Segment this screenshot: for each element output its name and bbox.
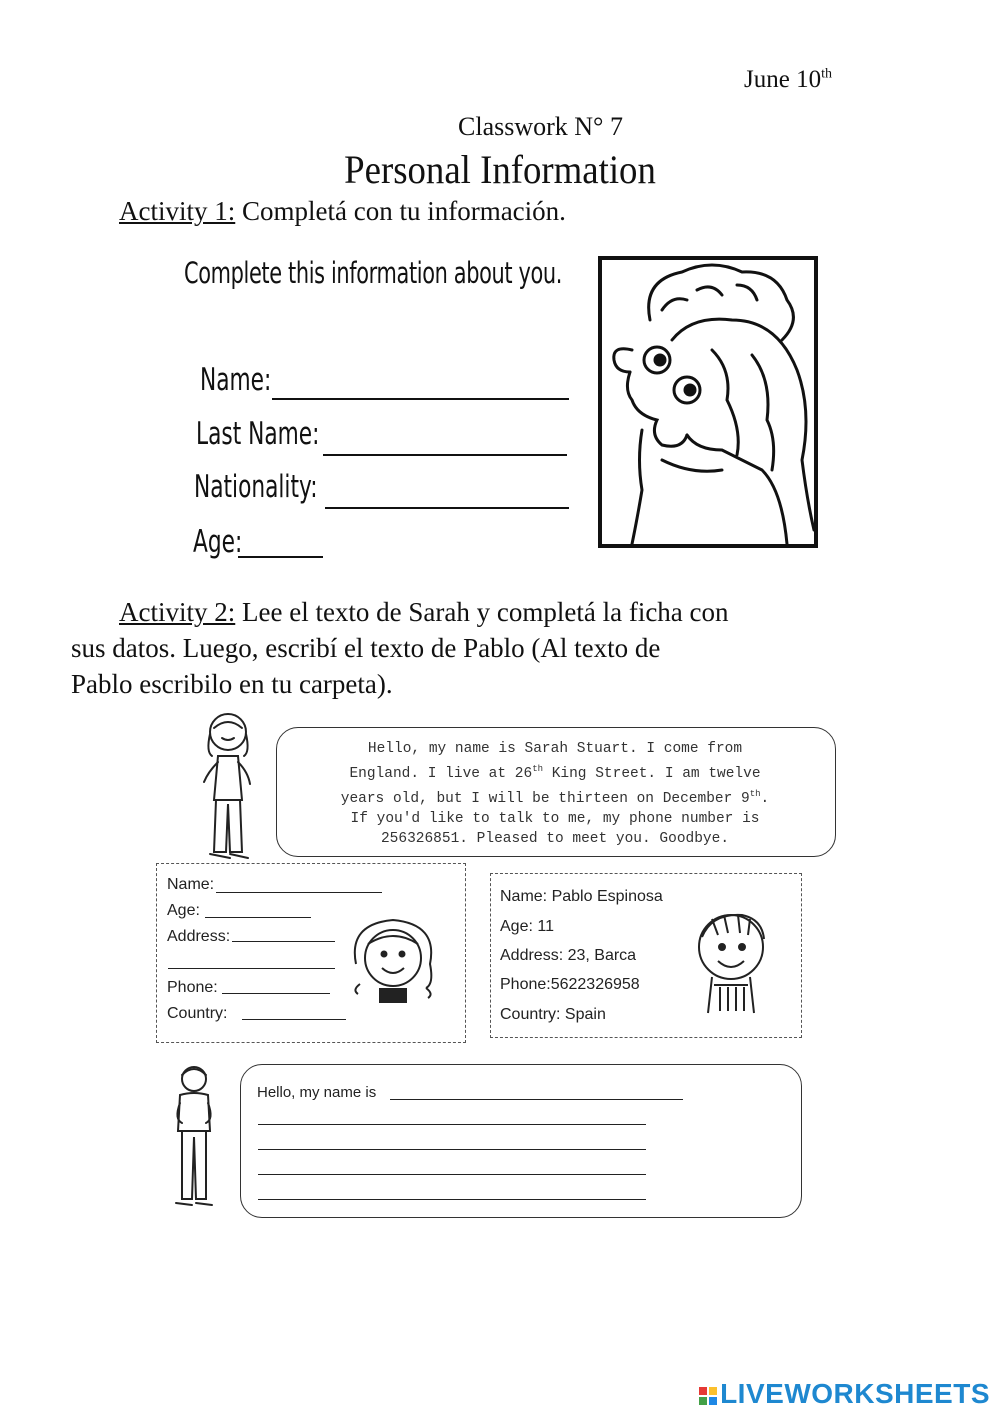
sarah-address-line[interactable] <box>232 941 335 942</box>
pablo-phone: Phone:5622326958 <box>500 976 640 993</box>
sarah-text: Hello, my name is Sarah Stuart. I come from England. I live at 26th King Street. I am twelve years old, but I will be thirteen on December 9th. If you'd like to talk to me, my phone number is 256326851. Pleased to meet you. Goodbye. <box>340 741 770 847</box>
sarah-figure <box>200 712 270 864</box>
name-input-line[interactable] <box>272 398 569 400</box>
classwork-number: Classwork N° 7 <box>458 112 623 141</box>
age-field-label: Age: <box>193 524 243 560</box>
sarah-name-label: Name: <box>167 876 215 893</box>
pablo-age: Age: 11 <box>500 918 554 935</box>
writing-line-2[interactable] <box>258 1124 646 1125</box>
last-name-field-label: Last Name: <box>196 416 320 452</box>
pablo-address: Address: 23, Barca <box>500 947 637 964</box>
activity-1-heading: Complete this information about you. <box>184 256 563 290</box>
sarah-age-line[interactable] <box>205 917 311 918</box>
writing-line-5[interactable] <box>258 1199 646 1200</box>
writing-line-4[interactable] <box>258 1174 646 1175</box>
sarah-name-line[interactable] <box>216 892 382 893</box>
portrait-illustration <box>602 260 814 544</box>
pablo-face-icon <box>682 905 780 1015</box>
sarah-address-line-2[interactable] <box>168 968 335 969</box>
sarah-phone-line[interactable] <box>222 993 330 994</box>
writing-line-3[interactable] <box>258 1149 646 1150</box>
pablo-country: Country: Spain <box>500 1006 606 1023</box>
activity-2-instruction: Activity 2: Lee el texto de Sarah y completá la ficha con sus datos. Luego, escribí el texto de Pablo (Al texto de Pablo escribilo en tu carpeta). <box>71 597 729 699</box>
page-title: Personal Information <box>344 147 656 192</box>
portrait-frame <box>598 256 818 548</box>
sarah-face-icon <box>346 914 440 1006</box>
sarah-country-line[interactable] <box>242 1019 346 1020</box>
activity-1-instruction: Activity 1: Completá con tu información. <box>119 196 566 226</box>
pablo-text-start: Hello, my name is <box>257 1084 377 1101</box>
nationality-field-label: Nationality: <box>194 469 318 505</box>
date: June 10th <box>744 66 832 93</box>
liveworksheets-logo: LIVEWORKSHEETS <box>698 1378 990 1410</box>
logo-squares-icon <box>698 1386 720 1406</box>
sarah-address-label: Address: <box>167 928 231 945</box>
sarah-country-label: Country: <box>167 1005 228 1022</box>
sarah-age-label: Age: <box>167 902 200 919</box>
last-name-input-line[interactable] <box>323 454 567 456</box>
writing-line-1[interactable] <box>390 1099 683 1100</box>
pablo-figure <box>166 1063 226 1215</box>
nationality-input-line[interactable] <box>325 507 569 509</box>
age-input-line[interactable] <box>238 556 323 558</box>
name-field-label: Name: <box>200 362 272 398</box>
pablo-name: Name: Pablo Espinosa <box>500 888 663 905</box>
sarah-phone-label: Phone: <box>167 979 218 996</box>
